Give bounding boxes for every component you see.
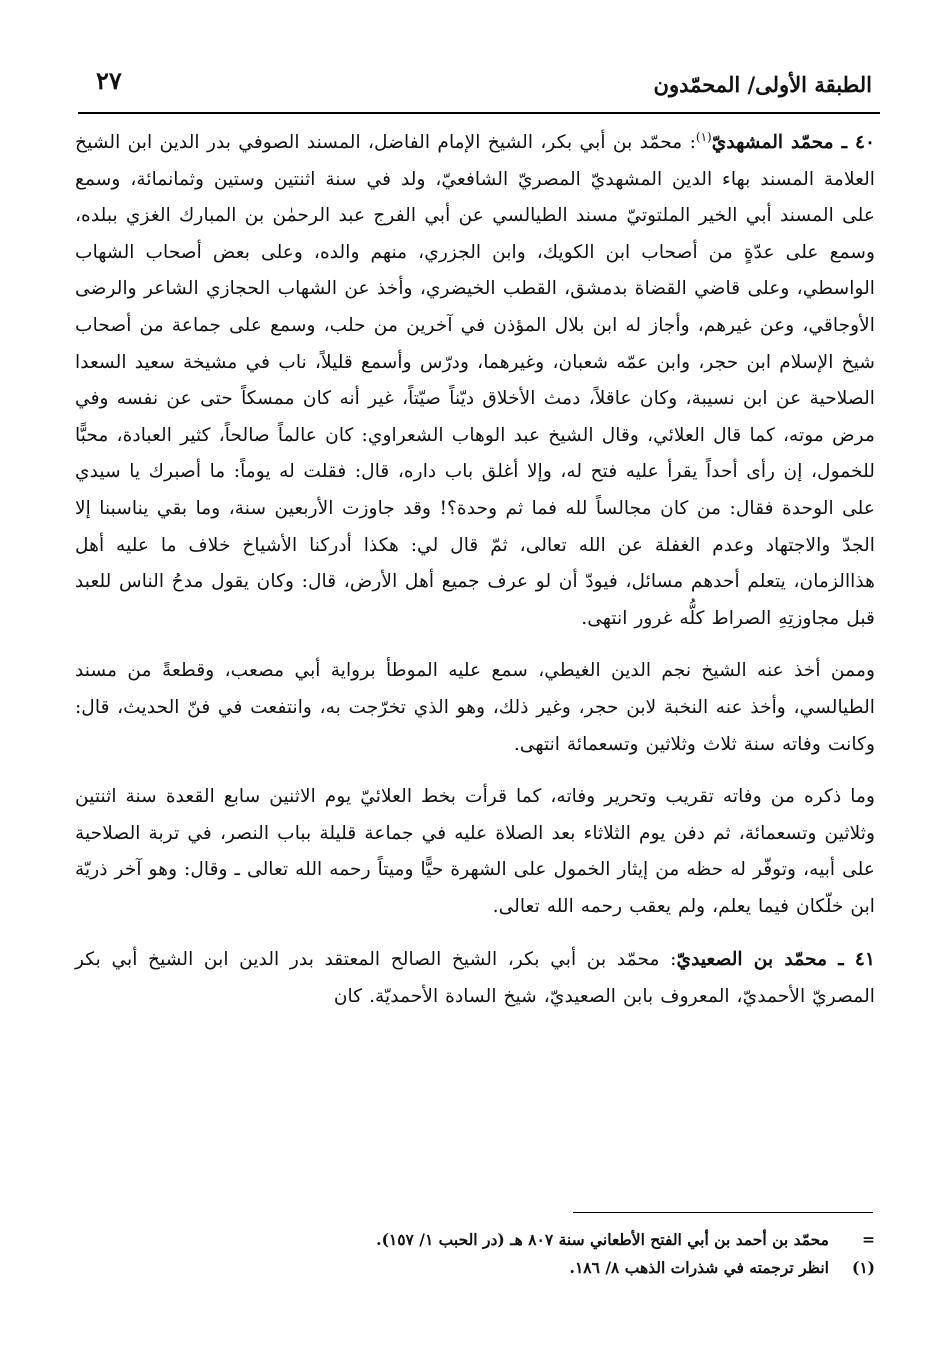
footnotes — [75, 1226, 875, 1282]
page-number: ٢٧ — [96, 66, 122, 95]
entry-41-paragraph — [75, 941, 875, 1015]
header-rule — [78, 112, 880, 114]
entry-40-name: ٤٠ ـ محمّد المشهديّ — [711, 131, 876, 153]
entry-40-paragraph — [75, 124, 875, 637]
paragraph-students: وممن أخذ عنه الشيخ نجم الدين الغيطي، سمع عليه الموطأ برواية أبي مصعب، وقطعةً من مسند الطيالسي، وأخذ عنه النخبة لابن حجر، وغير ذلك، وهو الذي تخرّجت به، وانتفعت في فنّ الحديث، قال: وكانت وفاته سنة ثلاث وثلاثين وتسعمائة انتهى. — [75, 660, 875, 755]
paragraph-death: وما ذكره من وفاته تقريب وتحرير وفاته، كما قرأت بخط العلائيّ يوم الاثنين سابع القعدة سنة اثنتين وثلاثين وتسعمائة، ثم دفن يوم الثلاثاء بعد الصلاة عليه في جماعة قليلة بباب النصر، في تربة الصلاحية على أبيه، وتوفّر له حظه من إيثار الخمول على الشهرة حيًّا وميتاً رحمه الله تعالى ـ وقال: وهو آخر ذريّة ابن خلّكان فيما يعلم، ولم يعقب رحمه الله تعالى. — [75, 786, 875, 917]
footnote-1 — [75, 1254, 875, 1282]
footnote-reference: (١) — [695, 129, 712, 144]
entry-40-text: : محمّد بن أبي بكر، الشيخ الإمام الفاضل، المسند الصوفي بدر الدين ابن الشيخ العلامة المسند بهاء الدين المشهديّ المصريّ الشافعيّ، ولد في سنة اثنتين وستين وثمانمائة، وسمع على المسند أبي الخير الملتوتيّ مسند الطيالسي عن أبي الفرج عبد الرحمٰن بن المبارك الغزي ببلده، وسمع على عدّةٍ من أصحاب ابن الكويك، وابن الجزري، منهم والده، وعلى بعض أصحاب الشهاب الواسطي، وعلى قاضي القضاة بدمشق، القطب الخيضري، وأخذ عن الشهاب الحجازي الشاعر والرضى الأوجاقي، وعن غيرهم، وأجاز له ابن بلال المؤذن في آخرين من حلب، وسمع على جماعة من أصحاب شيخ الإسلام ابن حجر، وابن عمّه شعبان، وغيرهما، ودرّس وأسمع قليلاً، ناب في مشيخة سعيد السعدا الصلاحية عن ابن نسيبة، وكان عاقلاً، دمث الأخلاق ديّناً صيّتاً، غير أنه كان ممسكاً حتى عن نفسه وفي مرض موته، كما قال العلائي، وقال الشيخ عبد الوهاب الشعراوي: كان عالماً صالحاً، كثير العبادة، محبًّا للخمول، إن رأى أحداً يقرأ عليه فتح له، وإلا أغلق باب داره، قال: فقلت له يوماً: ما أصبرك يا سيدي على الوحدة فقال: من كان مجالساً لله فما ثم وحدة؟! وقد جاوزت الأربعين سنة، وما بقي يناسبنا إلا الجدّ والاجتهاد وعدم الغفلة عن الله تعالى، ثمّ قال لي: هكذا أدركنا الأشياخ خلاف ما عليه أهل هذاالزمان، يتعلم أحدهم مسائل، فيودّ أن لو عرف جميع أهل الأرض، قال: وكان يقول مدحُ الناس للعبد قبل مجاوزتِهِ الصراط كلُّه غرور انتهى. — [75, 132, 875, 629]
footnote-marker: (١) — [851, 1258, 875, 1277]
footnote-text: محمّد بن أحمد بن أبي الفتح الأطعاني سنة ٨٠٧ هـ (در الحبب ١/ ١٥٧). — [376, 1230, 829, 1249]
entry-41-text: : محمّد بن أبي بكر، الشيخ الصالح المعتقد بدر الدين ابن الشيخ أبي بكر المصريّ الأحمديّ، المعروف بابن الصعيديّ، شيخ السادة الأحمديّة. كان — [75, 949, 875, 1008]
footnote-text: انظر ترجمته في شذرات الذهب ٨/ ١٨٦. — [569, 1258, 829, 1277]
footnote-continuation — [75, 1226, 875, 1254]
entry-41-name: ٤١ ـ محمّد بن الصعيديّ — [676, 948, 875, 971]
footnote-marker: = — [862, 1230, 875, 1249]
body-text — [75, 124, 875, 1032]
running-title: الطبقة الأولى/ المحمّدون — [653, 72, 872, 97]
running-head — [78, 62, 878, 110]
footnote-separator — [573, 1212, 873, 1213]
